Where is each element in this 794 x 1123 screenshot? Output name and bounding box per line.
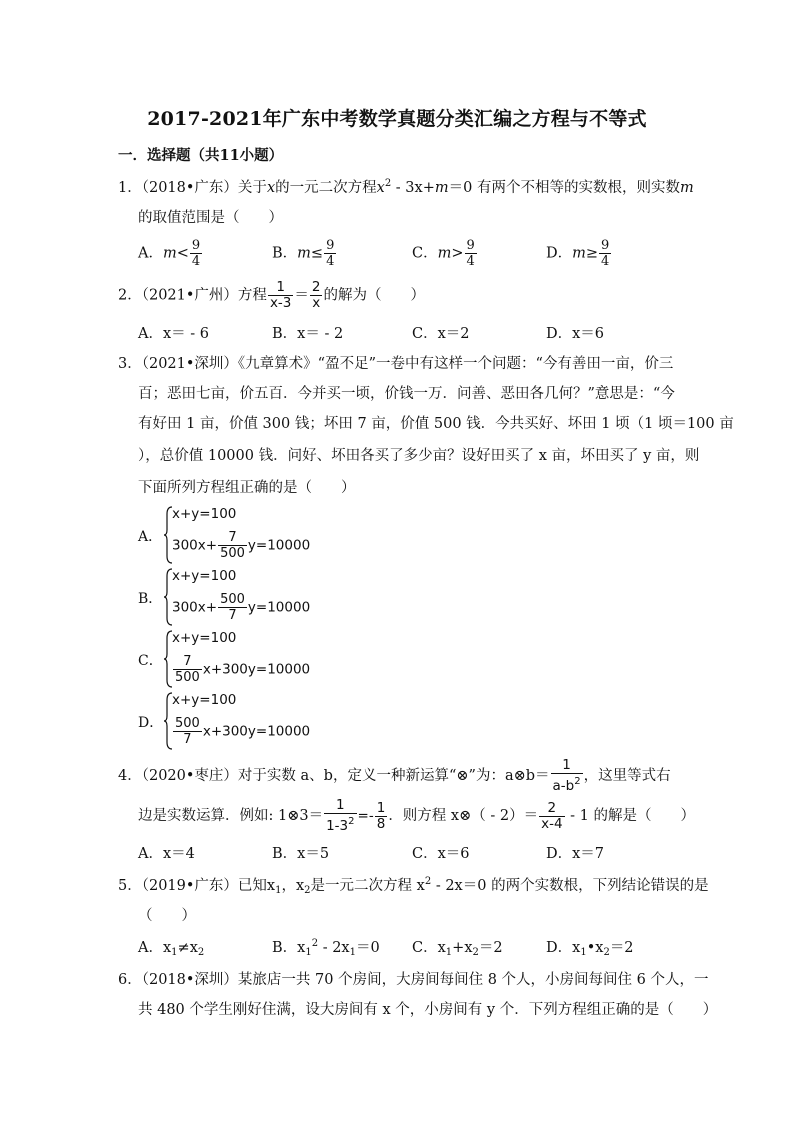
question-3-stem-line: 下面所列方程组正确的是（ ）: [138, 480, 356, 496]
fraction: [465, 238, 477, 269]
q1-text: - 3x+: [391, 180, 435, 196]
subscript: 1: [580, 947, 587, 958]
numerator: 9: [601, 238, 610, 253]
option-text: - 2x: [318, 940, 350, 956]
denominator: 4: [326, 254, 335, 269]
option-text: x: [437, 940, 446, 956]
denominator: x-3: [269, 295, 292, 311]
option-var: m: [572, 245, 586, 262]
subscript: 2: [197, 947, 205, 958]
q4-option-b: B．x＝5: [272, 846, 330, 862]
fraction: [324, 798, 356, 834]
option-var: m: [297, 245, 311, 262]
eq-text: 300x+: [172, 537, 218, 554]
denominator: [551, 774, 583, 794]
fraction: [539, 801, 564, 832]
equation-1: x+y=100: [172, 568, 237, 584]
numerator: 2: [539, 801, 564, 817]
option-label: D．: [546, 245, 573, 262]
fraction: [599, 238, 611, 269]
q1-var-x: x: [266, 180, 276, 196]
equation-1: x+y=100: [172, 692, 237, 708]
question-3-stem-line: 3．（2021•深圳）《九章算术》“盈不足”一卷中有这样一个问题：“今有善田一亩，价三: [118, 356, 674, 372]
denominator: 4: [191, 254, 201, 269]
denominator: x-4: [541, 815, 563, 832]
question-4-stem-cont: [138, 798, 695, 834]
question-6-stem-line: 共 480 个学生刚好住满，设大房间有 x 个，小房间有 y 个．下列方程组正确的是（ ）: [138, 1002, 718, 1018]
numerator: 1: [551, 758, 583, 774]
q5-option-d: [546, 936, 634, 958]
question-1-stem: [118, 176, 694, 197]
option-label: D．: [546, 940, 573, 956]
subscript: 1: [275, 885, 282, 896]
q2-option-a: A．x＝ - 6: [138, 326, 209, 342]
subscript: 1: [305, 947, 312, 958]
eq-text: y=10000: [247, 537, 311, 554]
q5-option-b: [272, 936, 380, 958]
q4-option-c: C．x＝6: [412, 846, 470, 862]
fraction: [551, 758, 583, 794]
option-text: x: [162, 940, 172, 956]
q2-option-b: B．x＝ - 2: [272, 326, 344, 342]
equation-1: x+y=100: [172, 506, 237, 522]
fraction: [218, 530, 247, 561]
q2-option-d: D．x＝6: [546, 326, 605, 342]
exponent: 2: [348, 816, 355, 827]
eq-text: x+300y=10000: [202, 723, 311, 740]
q4-equals: =-: [357, 808, 374, 824]
option-text: ＝0: [356, 940, 380, 956]
option-label: B．: [272, 940, 298, 956]
q1-text: 的一元二次方程: [275, 180, 377, 196]
q4-option-d: D．x＝7: [546, 846, 605, 862]
option-label: D．: [138, 715, 164, 731]
question-3-stem-line: 百；恶田七亩，价五百．今并买一顷，价钱一万．问善、恶田各几何？”意思是：“今: [138, 386, 675, 402]
q5-text: ，x: [281, 878, 305, 894]
subscript: 2: [304, 885, 311, 896]
q5-option-a: [138, 936, 204, 958]
fraction: [310, 280, 323, 311]
question-5-stem: [118, 874, 709, 896]
eq-text: x+300y=10000: [202, 661, 311, 678]
equation-2: [172, 530, 310, 561]
eq-text: 300x+: [172, 599, 218, 616]
question-2-stem: [118, 280, 425, 311]
denominator: 500: [220, 546, 245, 561]
equation-2: [172, 716, 310, 747]
q1-option-d: [546, 238, 612, 269]
q4-text: ，这里等式右: [583, 768, 671, 784]
option-label: C．: [412, 940, 438, 956]
option-text: x: [297, 940, 306, 956]
denominator: x: [312, 295, 321, 311]
exponent: 2: [311, 938, 319, 949]
q4-text: ．则方程 x⊗（ - 2）＝: [388, 808, 539, 824]
q4-text: 边是实数运算．例如: 1⊗3＝: [138, 808, 324, 824]
q1-var-m: m: [679, 180, 694, 196]
q5-option-c: [412, 936, 503, 958]
q1-var-x: x: [376, 180, 385, 196]
q1-option-b: [272, 238, 337, 269]
fraction: [173, 716, 202, 747]
subscript: 1: [349, 947, 356, 958]
numerator: 500: [175, 716, 200, 731]
q5-text: 5．（2019•广东）已知x: [118, 878, 276, 894]
numerator: 1: [376, 799, 386, 816]
denominator: 8: [376, 815, 386, 832]
numerator: 500: [220, 592, 245, 607]
denominator: 7: [228, 608, 237, 623]
denominator-text: a-b: [552, 778, 575, 794]
q4-option-a: A．x＝4: [138, 846, 195, 862]
option-label: C．: [412, 245, 438, 262]
subscript: 2: [472, 947, 479, 958]
numerator: 2: [311, 279, 321, 295]
subscript: 1: [445, 947, 453, 958]
numerator: 9: [191, 238, 201, 253]
equation-2: [172, 592, 310, 623]
q4-text: - 1 的解是（ ）: [565, 808, 695, 824]
option-label: C．: [138, 653, 163, 669]
denominator-text: 1-3: [326, 818, 349, 834]
page-title: 2017-2021年广东中考数学真题分类汇编之方程与不等式: [147, 108, 647, 130]
numerator: 9: [326, 238, 335, 253]
option-label: A．: [138, 529, 163, 545]
option-text: ≠x: [177, 940, 198, 956]
option-relation: ≤: [310, 245, 324, 262]
q1-text: 1．（2018•广东）关于: [118, 180, 267, 196]
option-text: ＝2: [478, 940, 503, 956]
numerator: 7: [218, 530, 247, 546]
q1-option-a: [138, 238, 203, 269]
q2-equals: ＝: [294, 287, 309, 304]
option-label: B．: [138, 591, 163, 607]
q1-option-c: [412, 238, 478, 269]
numerator: 1: [268, 280, 293, 296]
question-5-stem-cont: （ ）: [138, 908, 196, 924]
numerator: 7: [173, 654, 202, 670]
numerator: 9: [466, 238, 475, 253]
option-label: A．: [138, 245, 163, 262]
fraction: [173, 654, 202, 685]
fraction: [324, 238, 336, 269]
exponent: 2: [424, 876, 432, 887]
question-3-stem-line: 有好田 1 亩，价值 300 钱；坏田 7 亩，价值 500 钱．今共买好、坏田 1 顷（1 顷＝100 亩: [138, 416, 734, 432]
question-3-stem-line: ），总价值 10000 钱．问好、坏田各买了多少亩？设好田买了 x 亩，坏田买了 y 亩，则: [138, 448, 700, 464]
numerator: 1: [324, 798, 356, 814]
q2-text: 的解为（ ）: [323, 287, 425, 304]
q4-text: 4．（2020•枣庄）对于实数 a、b，定义一种新运算“⊗”为：a⊗b＝: [118, 768, 550, 784]
subscript: 2: [603, 947, 610, 958]
q5-text: 是一元二次方程 x: [310, 878, 425, 894]
option-var: m: [437, 245, 452, 262]
option-label: B．: [272, 245, 298, 262]
option-relation: <: [176, 245, 189, 262]
q5-text: - 2x＝0 的两个实数根，下列结论错误的是: [431, 878, 709, 894]
q1-var-m: m: [434, 180, 449, 196]
option-text: x: [572, 940, 581, 956]
section-heading: 一．选择题（共11小题）: [118, 147, 284, 164]
option-var: m: [162, 245, 177, 262]
question-4-stem: [118, 758, 671, 794]
q1-exponent: 2: [384, 178, 392, 189]
option-relation: ≥: [585, 245, 599, 262]
q2-option-c: C．x＝2: [412, 326, 470, 342]
fraction: [268, 280, 293, 311]
equation-2: [172, 654, 310, 685]
q2-text: 2．（2021•广州）方程: [118, 287, 267, 304]
exponent: 2: [574, 776, 581, 787]
denominator: [324, 814, 356, 834]
fraction: [218, 592, 247, 623]
option-relation: >: [451, 245, 464, 262]
fraction: [190, 238, 202, 269]
option-text: ＝2: [609, 940, 634, 956]
option-text: •x: [586, 940, 604, 956]
option-text: +x: [452, 940, 473, 956]
fraction: [375, 801, 388, 832]
denominator: 4: [601, 254, 610, 269]
question-1-stem-cont: 的取值范围是（ ）: [138, 210, 283, 226]
eq-text: y=10000: [247, 599, 311, 616]
denominator: 4: [466, 254, 475, 269]
equation-1: x+y=100: [172, 630, 237, 646]
option-label: A．: [138, 940, 163, 956]
denominator: 7: [183, 732, 192, 747]
denominator: 500: [175, 670, 200, 685]
question-6-stem-line: 6．（2018•深圳）某旅店一共 70 个房间，大房间每间住 8 个人，小房间每间住 6 个人，一: [118, 972, 709, 988]
q1-text: ＝0 有两个不相等的实数根，则实数: [448, 180, 680, 196]
subscript: 1: [171, 947, 178, 958]
